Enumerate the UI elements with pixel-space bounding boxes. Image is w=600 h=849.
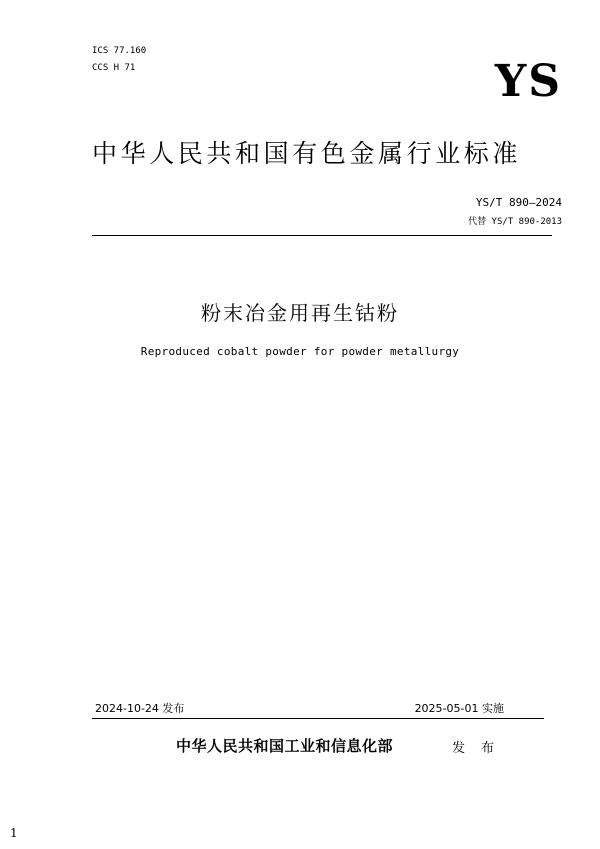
bottom-divider bbox=[92, 718, 544, 719]
ics-code: ICS 77.160 bbox=[92, 46, 147, 56]
document-title-cn: 粉末冶金用再生钴粉 bbox=[201, 301, 399, 325]
standard-type-title: 中华人民共和国有色金属行业标准 bbox=[92, 139, 522, 168]
standard-number: YS/T 890—2024 bbox=[475, 196, 562, 209]
issuing-authority: 中华人民共和国工业和信息化部 bbox=[176, 737, 394, 755]
ys-logo: YS bbox=[494, 56, 562, 107]
top-divider bbox=[92, 235, 552, 236]
publish-date: 2024-10-24 发布 bbox=[95, 702, 185, 715]
page-number: 1 bbox=[10, 826, 18, 840]
document-title-en: Reproduced cobalt powder for powder metallurgy bbox=[140, 345, 460, 358]
issuer-suffix: 发 布 bbox=[452, 741, 501, 756]
implement-date: 2025-05-01 实施 bbox=[414, 702, 504, 715]
ccs-code: CCS H 71 bbox=[92, 63, 136, 73]
replaces-standard: 代替 YS/T 890-2013 bbox=[468, 217, 562, 227]
